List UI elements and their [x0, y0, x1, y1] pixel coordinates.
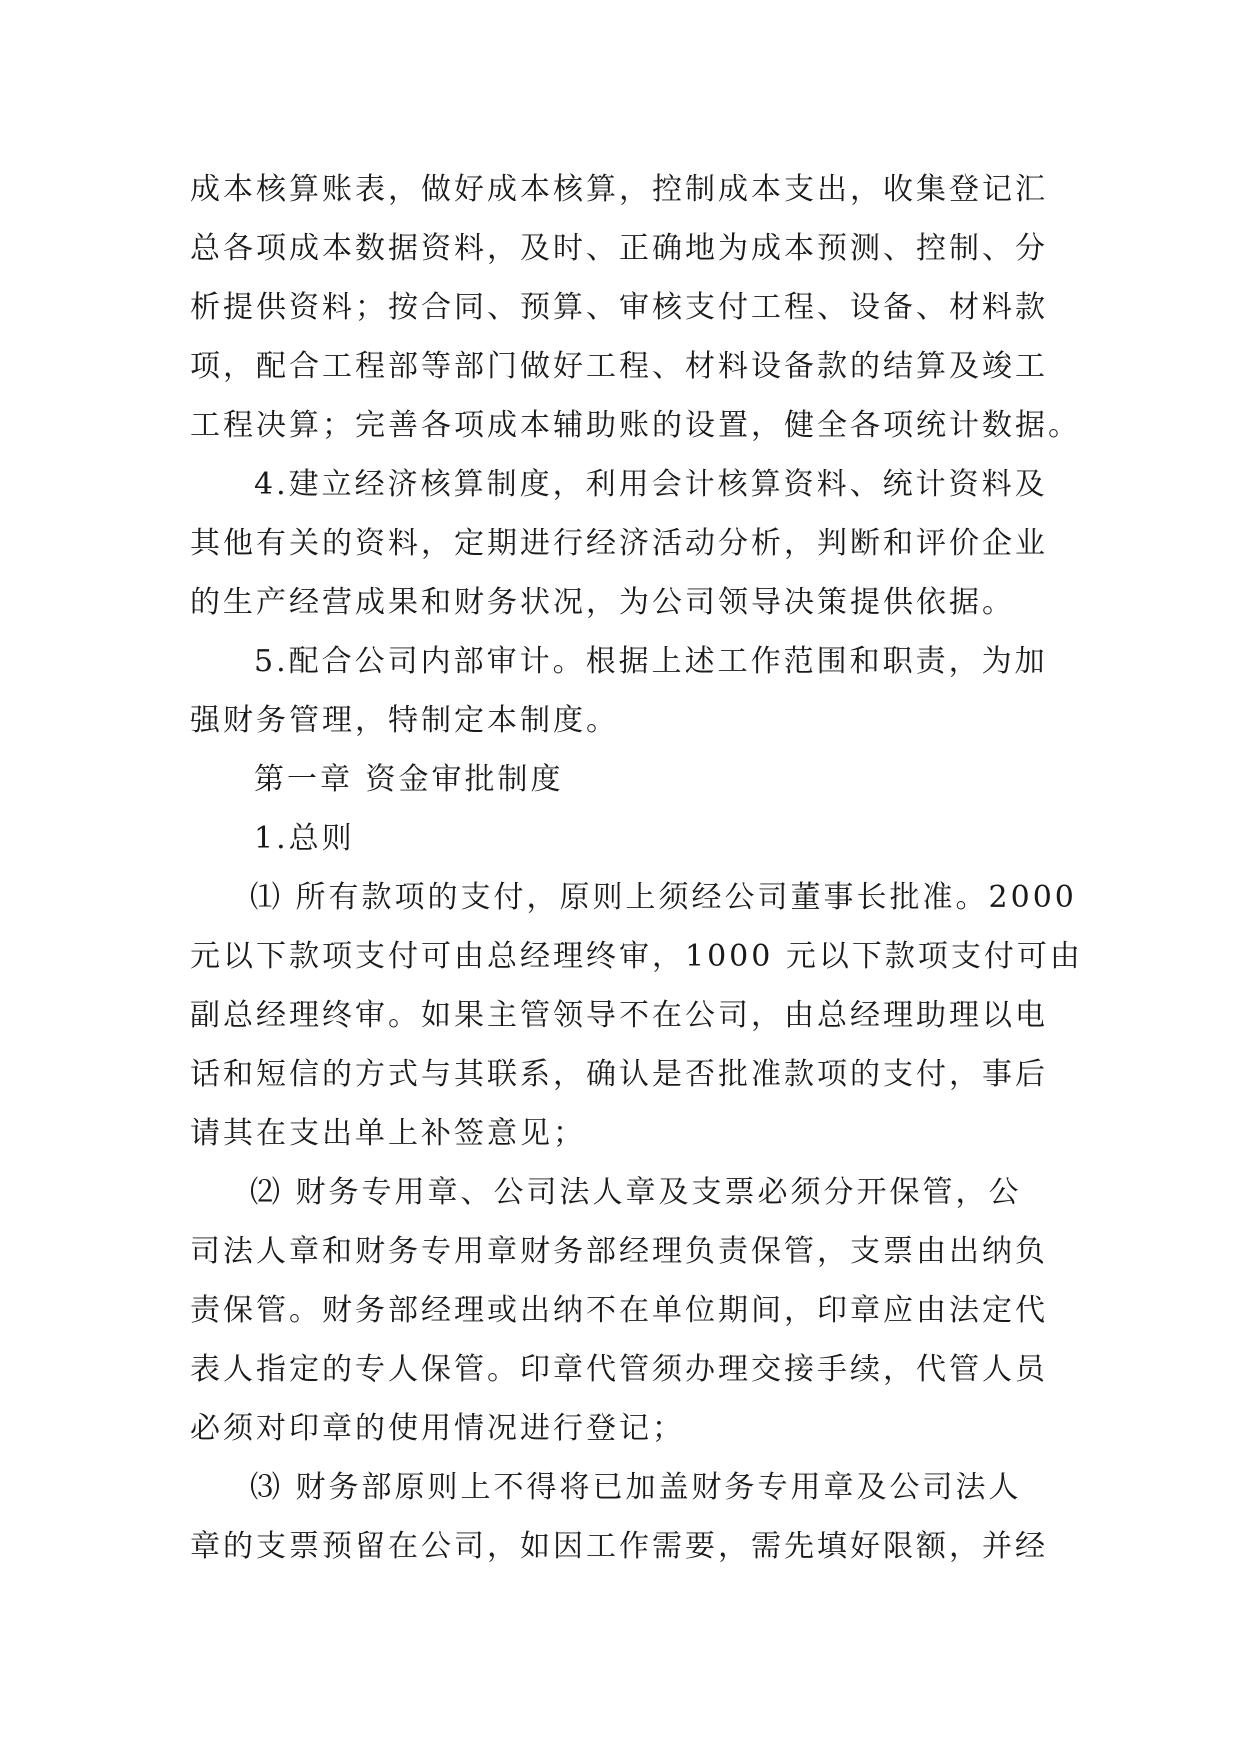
- paragraph-line: 强财务管理，特制定本制度。: [190, 703, 619, 738]
- paragraph-line: 工程决算；完善各项成本辅助账的设置，健全各项统计数据。: [190, 408, 1081, 443]
- paragraph-line: 话和短信的方式与其联系，确认是否批准款项的支付，事后: [190, 1057, 1048, 1092]
- paragraph-line: 的生产经营成果和财务状况，为公司领导决策提供依据。: [190, 585, 1015, 620]
- paragraph-line: 司法人章和财务专用章财务部经理负责保管，支票由出纳负: [190, 1234, 1048, 1269]
- paragraph-line: 5.配合公司内部审计。根据上述工作范围和职责，为加: [254, 644, 1048, 679]
- paragraph-line: 章的支票预留在公司，如因工作需要，需先填好限额，并经: [190, 1529, 1048, 1564]
- section-heading: 1.总则: [254, 821, 355, 856]
- paragraph-line: 析提供资料；按合同、预算、审核支付工程、设备、材料款: [190, 290, 1048, 325]
- chapter-heading: 第一章 资金审批制度: [254, 762, 564, 797]
- paragraph-line: 成本核算账表，做好成本核算，控制成本支出，收集登记汇: [190, 172, 1048, 207]
- paragraph-line: ⑶ 财务部原则上不得将已加盖财务专用章及公司法人: [250, 1470, 1022, 1505]
- paragraph-line: 责保管。财务部经理或出纳不在单位期间，印章应由法定代: [190, 1293, 1048, 1328]
- paragraph-line: ⑴ 所有款项的支付，原则上须经公司董事长批准。2000: [250, 880, 1077, 915]
- paragraph-line: 其他有关的资料，定期进行经济活动分析，判断和评价企业: [190, 526, 1048, 561]
- paragraph-line: 元以下款项支付可由总经理终审，1000 元以下款项支付可由: [190, 939, 1083, 974]
- paragraph-line: ⑵ 财务专用章、公司法人章及支票必须分开保管，公: [250, 1175, 1022, 1210]
- paragraph-line: 项，配合工程部等部门做好工程、材料设备款的结算及竣工: [190, 349, 1048, 384]
- paragraph-line: 请其在支出单上补签意见；: [190, 1116, 586, 1151]
- paragraph-line: 4.建立经济核算制度，利用会计核算资料、统计资料及: [254, 467, 1048, 502]
- document-body: [190, 160, 1083, 1576]
- paragraph-line: 副总经理终审。如果主管领导不在公司，由总经理助理以电: [190, 998, 1048, 1033]
- paragraph-line: 总各项成本数据资料，及时、正确地为成本预测、控制、分: [190, 231, 1048, 266]
- paragraph-line: 表人指定的专人保管。印章代管须办理交接手续，代管人员: [190, 1352, 1048, 1387]
- paragraph-line: 必须对印章的使用情况进行登记；: [190, 1411, 685, 1446]
